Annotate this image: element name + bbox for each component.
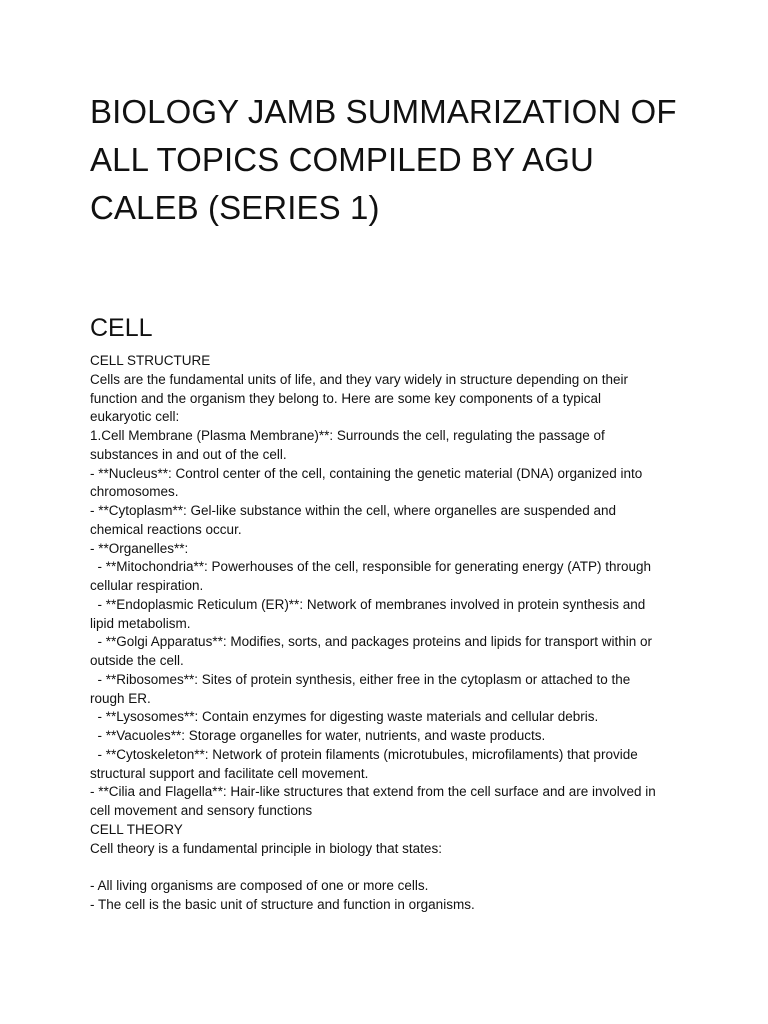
paragraph-line: - **Golgi Apparatus**: Modifies, sorts, and packages proteins and lipids for transport within or	[90, 634, 653, 650]
paragraph-line: rough ER.	[90, 690, 151, 706]
paragraph-line: - **Vacuoles**: Storage organelles for water, nutrients, and waste products.	[90, 728, 546, 743]
paragraph-line: - **Cytoplasm**: Gel-like substance within the cell, where organelles are suspended and	[90, 503, 617, 518]
paragraph-line: - **Endoplasmic Reticulum (ER)**: Network of membranes involved in protein synthesis and	[90, 596, 646, 612]
paragraph-line: - **Organelles**:	[90, 540, 189, 556]
document-body	[90, 352, 690, 915]
paragraph-line: Cell theory is a fundamental principle in biology that states:	[90, 840, 442, 856]
subheading-cell-theory: CELL THEORY	[90, 821, 183, 837]
paragraph-line: structural support and facilitate cell movement.	[90, 765, 369, 781]
paragraph-line: chemical reactions occur.	[90, 521, 242, 537]
paragraph-line: outside the cell.	[90, 653, 184, 668]
paragraph-line: - The cell is the basic unit of structure and function in organisms.	[90, 896, 475, 912]
paragraph-line: cellular respiration.	[90, 578, 204, 593]
paragraph-line: lipid metabolism.	[90, 615, 191, 631]
paragraph-line: - **Ribosomes**: Sites of protein synthesis, either free in the cytoplasm or attached to the	[90, 671, 631, 687]
paragraph-line: - **Cilia and Flagella**: Hair-like structures that extend from the cell surface and are involved in	[90, 784, 656, 800]
document-title: BIOLOGY JAMB SUMMARIZATION OF ALL TOPICS COMPILED BY AGU CALEB (SERIES 1)	[90, 93, 677, 226]
paragraph-line: eukaryotic cell:	[90, 409, 180, 425]
paragraph-line: - All living organisms are composed of one or more cells.	[90, 878, 429, 893]
paragraph-line: cell movement and sensory functions	[90, 803, 313, 818]
paragraph-line: function and the organism they belong to. Here are some key components of a typical	[90, 390, 602, 406]
document-page	[90, 88, 690, 912]
paragraph-line: chromosomes.	[90, 484, 179, 500]
paragraph-line: 1.Cell Membrane (Plasma Membrane)**: Surrounds the cell, regulating the passage of	[90, 428, 605, 443]
paragraph-line: Cells are the fundamental units of life, and they vary widely in structure depending on their	[90, 371, 629, 387]
paragraph-line: - **Cytoskeleton**: Network of protein filaments (microtubules, microfilaments) that provide	[90, 746, 638, 762]
subheading-cell-structure: CELL STRUCTURE	[90, 353, 211, 368]
paragraph-line: substances in and out of the cell.	[90, 446, 287, 462]
section-heading-cell: CELL	[90, 314, 153, 342]
paragraph-line: - **Mitochondria**: Powerhouses of the cell, responsible for generating energy (ATP) through	[90, 559, 652, 575]
paragraph-line: - **Lysosomes**: Contain enzymes for digesting waste materials and cellular debris.	[90, 709, 599, 725]
blank-line	[90, 858, 690, 877]
paragraph-line: - **Nucleus**: Control center of the cell, containing the genetic material (DNA) organized into	[90, 465, 643, 481]
